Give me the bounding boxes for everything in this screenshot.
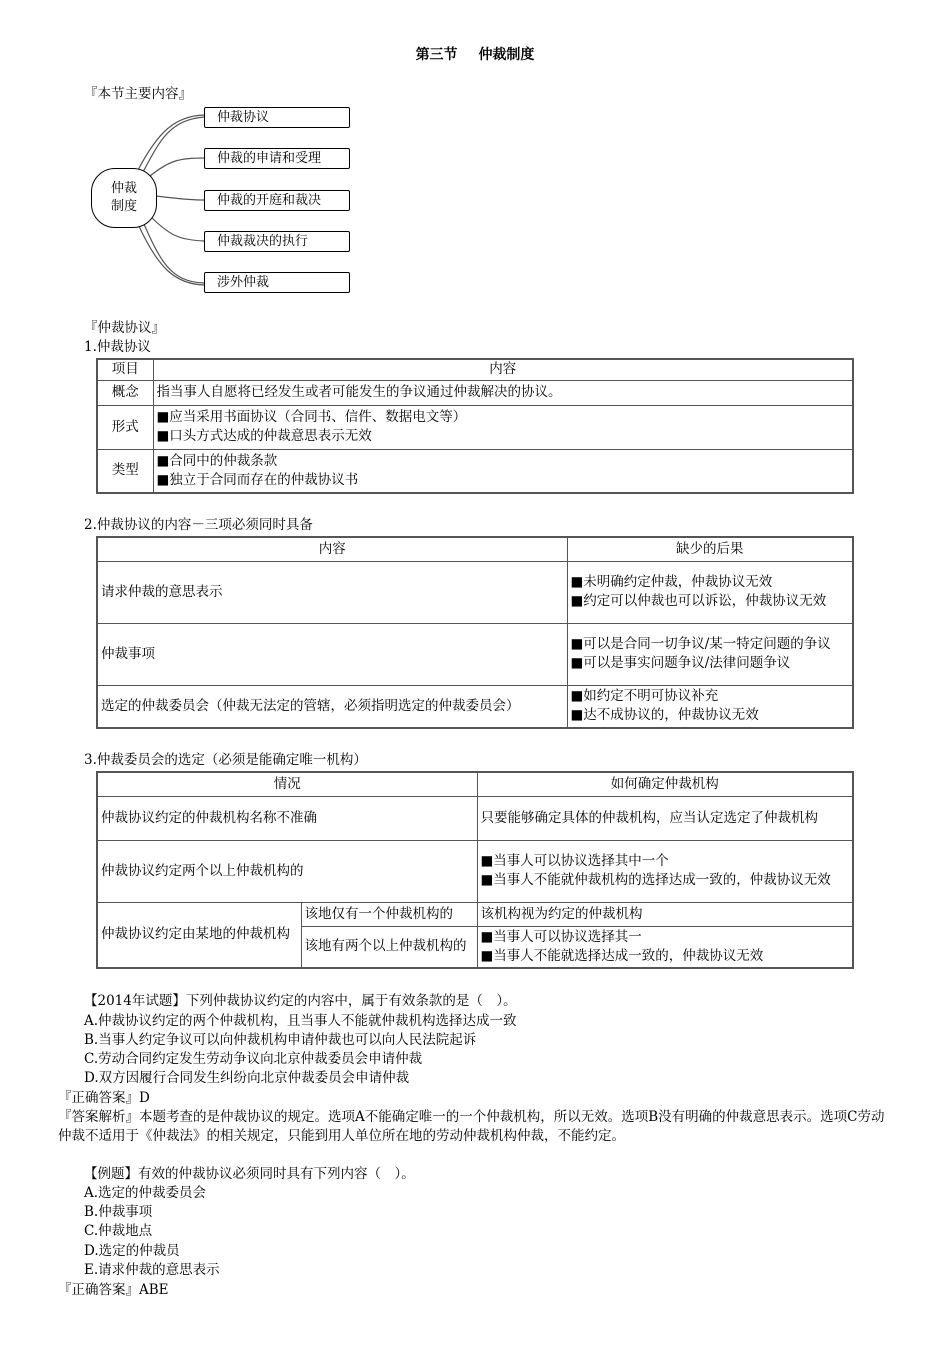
table1-cell-item: 形式 xyxy=(97,405,153,449)
table2-line: ■约定可以仲裁也可以诉讼，仲裁协议无效 xyxy=(570,593,827,609)
table3-line: ■当事人可以协议选择其中一个 xyxy=(480,853,669,869)
table1-line: ■应当采用书面协议（合同书、信件、数据电文等） xyxy=(156,409,467,425)
table2-line: ■如约定不明可协议补充 xyxy=(570,688,719,705)
q2-option-e: E.请求仲裁的意思表示 xyxy=(84,1262,220,1278)
table-row xyxy=(97,796,853,840)
q2-answer: 『正确答案』ABE xyxy=(58,1282,169,1298)
table-row xyxy=(97,902,853,926)
table1-cell-item: 概念 xyxy=(97,380,153,405)
table3-cell-situation: 仲裁协议约定的仲裁机构名称不准确 xyxy=(97,796,477,840)
table-committee-selection xyxy=(96,771,854,969)
table2-header-consequence: 缺少的后果 xyxy=(567,537,853,561)
table3-cell-situation: 仲裁协议约定两个以上仲裁机构的 xyxy=(97,840,477,902)
table3-cell-situation: 仲裁协议约定由某地的仲裁机构 xyxy=(97,902,301,968)
table1-cell-item: 类型 xyxy=(97,449,153,493)
mindmap-center xyxy=(91,168,157,228)
table3-cell-subcase: 该地仅有一个仲裁机构的 xyxy=(301,902,477,926)
mindmap-center-line1: 仲裁 xyxy=(110,181,137,196)
mindmap-connectors xyxy=(0,0,950,310)
table1-line: ■合同中的仲裁条款 xyxy=(156,452,278,469)
q1-stem: 【2014年试题】下列仲裁协议约定的内容中，属于有效条款的是（ ）。 xyxy=(84,993,517,1009)
q1-option-c: C.劳动合同约定发生劳动争议向北京仲裁委员会申请仲裁 xyxy=(84,1051,423,1067)
table3-line: ■当事人不能就选择达成一致的，仲裁协议无效 xyxy=(480,947,764,964)
table1-cell-content: 指当事人自愿将已经发生或者可能发生的争议通过仲裁解决的协议。 xyxy=(153,380,853,405)
table-row xyxy=(97,449,853,493)
table-agreement-basics xyxy=(96,358,854,494)
table2-line: ■未明确约定仲裁，仲裁协议无效 xyxy=(570,574,773,590)
table3-cell-subcase: 该地有两个以上仲裁机构的 xyxy=(301,926,477,968)
q1-option-b: B.当事人约定争议可以向仲裁机构申请仲裁也可以向人民法院起诉 xyxy=(84,1032,477,1048)
table2-header-content: 内容 xyxy=(97,537,567,561)
section-number: 第三节 xyxy=(415,47,458,63)
section-name: 仲裁制度 xyxy=(478,47,535,63)
table-row xyxy=(97,380,853,405)
table3-cell-method xyxy=(477,926,853,968)
table2-cell-consequence xyxy=(567,685,853,728)
mindmap-node-agreement: 仲裁协议 xyxy=(204,107,350,128)
q2-option-b: B.仲裁事项 xyxy=(84,1204,153,1220)
subheading-2: 2.仲裁协议的内容－三项必须同时具备 xyxy=(84,517,313,533)
table-row xyxy=(97,561,853,623)
table2-cell-consequence xyxy=(567,561,853,623)
table2-cell-content: 选定的仲裁委员会（仲裁无法定的管辖，必须指明选定的仲裁委员会） xyxy=(97,685,567,728)
mindmap-node-foreign: 涉外仲裁 xyxy=(204,272,350,293)
table1-cell-content xyxy=(153,405,853,449)
table3-line: ■当事人不能就仲裁机构的选择达成一致的，仲裁协议无效 xyxy=(480,872,831,888)
q1-answer: 『正确答案』D xyxy=(58,1090,150,1106)
q2-option-d: D.选定的仲裁员 xyxy=(84,1243,180,1259)
table-row xyxy=(97,840,853,902)
table1-header-item: 项目 xyxy=(97,359,153,380)
table1-header-content: 内容 xyxy=(153,359,853,380)
q2-stem: 【例题】有效的仲裁协议必须同时具有下列内容（ ）。 xyxy=(84,1166,415,1182)
q1-option-d: D.双方因履行合同发生纠纷向北京仲裁委员会申请仲裁 xyxy=(84,1070,410,1086)
table1-line: ■口头方式达成的仲裁意思表示无效 xyxy=(156,428,372,444)
table-agreement-content xyxy=(96,536,854,729)
table3-cell-method xyxy=(477,840,853,902)
q1-analysis: 『答案解析』本题考查的是仲裁协议的规定。选项A不能确定唯一的一个仲裁机构，所以无效。选项B没有明确的仲裁意思表示。选项C劳动仲裁不适用于《仲裁法》的相关规定，只能到用人单位所在地的劳动仲裁机构仲裁，不能约定。 xyxy=(58,1109,885,1144)
overview-heading: 『本节主要内容』 xyxy=(84,86,192,102)
table2-line: ■达不成协议的，仲裁协议无效 xyxy=(570,707,759,724)
table3-cell-method: 只要能够确定具体的仲裁机构，应当认定选定了仲裁机构 xyxy=(477,796,853,840)
table1-cell-content xyxy=(153,449,853,493)
table-row xyxy=(97,405,853,449)
table3-line: ■当事人可以协议选择其一 xyxy=(480,928,642,945)
subheading-1: 1.仲裁协议 xyxy=(84,339,151,355)
mindmap-node-application: 仲裁的申请和受理 xyxy=(204,148,350,169)
q2-option-a: A.选定的仲裁委员会 xyxy=(84,1185,207,1201)
table1-line: ■独立于合同而存在的仲裁协议书 xyxy=(156,471,359,488)
table3-cell-method: 该机构视为约定的仲裁机构 xyxy=(477,902,853,926)
table2-line: ■可以是事实问题争议/法律问题争议 xyxy=(570,655,791,671)
table2-line: ■可以是合同一切争议/某一特定问题的争议 xyxy=(570,636,831,652)
table-row xyxy=(97,623,853,685)
subheading-3: 3.仲裁委员会的选定（必须是能确定唯一机构） xyxy=(84,752,367,768)
mindmap-center-line2: 制度 xyxy=(110,199,137,214)
agreement-heading: 『仲裁协议』 xyxy=(84,320,165,336)
table3-header-situation: 情况 xyxy=(97,772,477,796)
table2-cell-consequence xyxy=(567,623,853,685)
mindmap-node-hearing: 仲裁的开庭和裁决 xyxy=(204,190,350,211)
q1-option-a: A.仲裁协议约定的两个仲裁机构，且当事人不能就仲裁机构选择达成一致 xyxy=(84,1013,517,1029)
table2-cell-content: 请求仲裁的意思表示 xyxy=(97,561,567,623)
mindmap-node-enforcement: 仲裁裁决的执行 xyxy=(204,231,350,252)
table2-cell-content: 仲裁事项 xyxy=(97,623,567,685)
table3-header-method: 如何确定仲裁机构 xyxy=(477,772,853,796)
q2-option-c: C.仲裁地点 xyxy=(84,1223,153,1239)
table-row xyxy=(97,685,853,728)
